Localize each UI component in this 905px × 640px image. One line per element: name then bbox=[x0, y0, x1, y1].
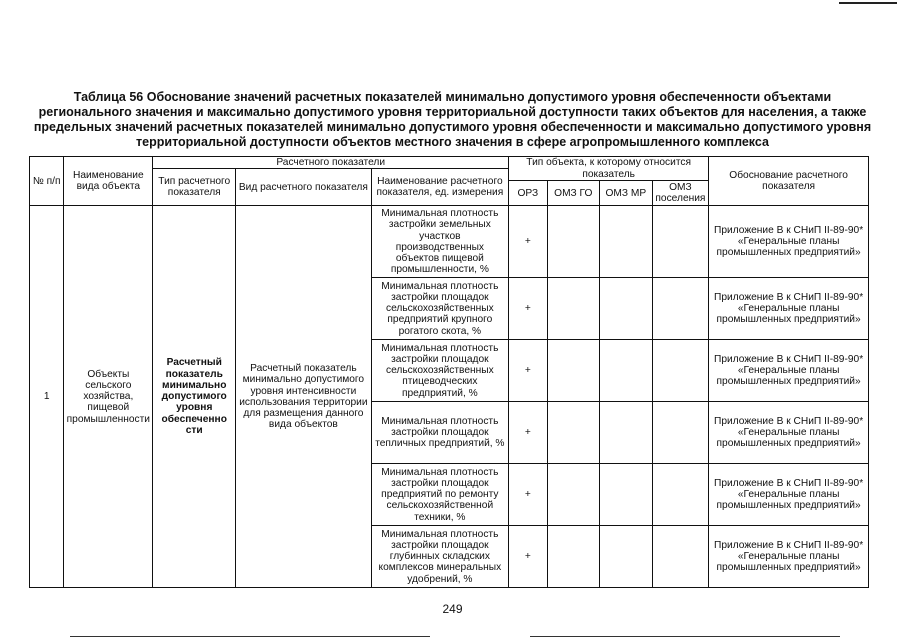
table-row bbox=[30, 206, 869, 278]
group-calc-kind: Расчетный показатель минимально допустимого уровня интенсивности использования территории для размещения данного вида объектов bbox=[236, 206, 371, 588]
row-omz-go bbox=[547, 402, 600, 464]
row-indicator-name: Минимальная плотность застройки площадок предприятий по ремонту сельскохозяйственной техники, % bbox=[371, 464, 508, 526]
header-calc-group: Расчетного показатели bbox=[153, 157, 509, 169]
row-justification: Приложение В к СНиП II-89-90* «Генеральные планы промышленных предприятий» bbox=[709, 526, 869, 588]
header-omz-pos: ОМЗ поселения bbox=[652, 181, 709, 206]
header-justification: Обоснование расчетного показателя bbox=[709, 157, 869, 206]
row-justification: Приложение В к СНиП II-89-90* «Генеральные планы промышленных предприятий» bbox=[709, 464, 869, 526]
bottom-scan-line bbox=[70, 636, 430, 637]
row-indicator-name: Минимальная плотность застройки площадок сельскохозяйственных птицеводческих предприятий, % bbox=[371, 340, 508, 402]
row-omz-mr bbox=[600, 402, 653, 464]
top-edge-mark bbox=[839, 2, 897, 4]
page-number: 249 bbox=[442, 602, 463, 616]
row-omz-go bbox=[547, 526, 600, 588]
row-ors-mark: + bbox=[509, 402, 547, 464]
row-omz-pos bbox=[652, 278, 709, 340]
bottom-scan-line bbox=[530, 636, 840, 637]
header-calc-kind: Вид расчетного показателя bbox=[236, 169, 371, 206]
row-justification: Приложение В к СНиП II-89-90* «Генеральные планы промышленных предприятий» bbox=[709, 278, 869, 340]
row-omz-pos bbox=[652, 402, 709, 464]
row-ors-mark: + bbox=[509, 464, 547, 526]
row-omz-pos bbox=[652, 526, 709, 588]
row-ors-mark: + bbox=[509, 340, 547, 402]
table-title: Таблица 56 Обоснование значений расчетных показателей минимально допустимого уровня обеспеченности объектами регионального значения и максимально допустимого уровня территориальной доступности таких объектов для населения, а также предельных значений расчетных показателей минимально допустимого уровня обеспеченности и максимально допустимого уровня территориальной доступности объектов местного значения в сфере агропромышленного комплекса bbox=[33, 90, 872, 149]
row-justification: Приложение В к СНиП II-89-90* «Генеральные планы промышленных предприятий» bbox=[709, 206, 869, 278]
row-omz-mr bbox=[600, 206, 653, 278]
row-indicator-name: Минимальная плотность застройки площадок сельскохозяйственных предприятий крупного рогатого скота, % bbox=[371, 278, 508, 340]
header-calc-name: Наименование расчетного показателя, ед. измерения bbox=[371, 169, 508, 206]
row-ors-mark: + bbox=[509, 206, 547, 278]
header-num: № п/п bbox=[30, 157, 64, 206]
row-indicator-name: Минимальная плотность застройки земельных участков производственных объектов пищевой промышленности, % bbox=[371, 206, 508, 278]
row-omz-mr bbox=[600, 464, 653, 526]
row-omz-pos bbox=[652, 340, 709, 402]
header-row-1 bbox=[30, 157, 869, 169]
row-indicator-name: Минимальная плотность застройки площадок тепличных предприятий, % bbox=[371, 402, 508, 464]
justification-table bbox=[29, 156, 869, 588]
header-ors: ОРЗ bbox=[509, 181, 547, 206]
row-omz-mr bbox=[600, 340, 653, 402]
header-object-name: Наименование вида объекта bbox=[64, 157, 153, 206]
row-omz-go bbox=[547, 464, 600, 526]
row-omz-pos bbox=[652, 464, 709, 526]
row-indicator-name: Минимальная плотность застройки площадок глубинных складских комплексов минеральных удобрений, % bbox=[371, 526, 508, 588]
row-ors-mark: + bbox=[509, 526, 547, 588]
group-num: 1 bbox=[30, 206, 64, 588]
header-omz-go: ОМЗ ГО bbox=[547, 181, 600, 206]
row-omz-go bbox=[547, 278, 600, 340]
top-edge bbox=[0, 0, 905, 5]
header-omz-mr: ОМЗ МР bbox=[600, 181, 653, 206]
group-calc-type: Расчетный показатель минимально допустимого уровня обеспеченно сти bbox=[153, 206, 236, 588]
header-object-type-group: Тип объекта, к которому относится показатель bbox=[509, 157, 709, 181]
row-omz-go bbox=[547, 206, 600, 278]
row-omz-pos bbox=[652, 206, 709, 278]
row-omz-go bbox=[547, 340, 600, 402]
row-omz-mr bbox=[600, 278, 653, 340]
row-omz-mr bbox=[600, 526, 653, 588]
group-object-name: Объекты сельского хозяйства, пищевой промышленности bbox=[64, 206, 153, 588]
header-calc-type: Тип расчетного показателя bbox=[153, 169, 236, 206]
row-justification: Приложение В к СНиП II-89-90* «Генеральные планы промышленных предприятий» bbox=[709, 340, 869, 402]
row-justification: Приложение В к СНиП II-89-90* «Генеральные планы промышленных предприятий» bbox=[709, 402, 869, 464]
row-ors-mark: + bbox=[509, 278, 547, 340]
